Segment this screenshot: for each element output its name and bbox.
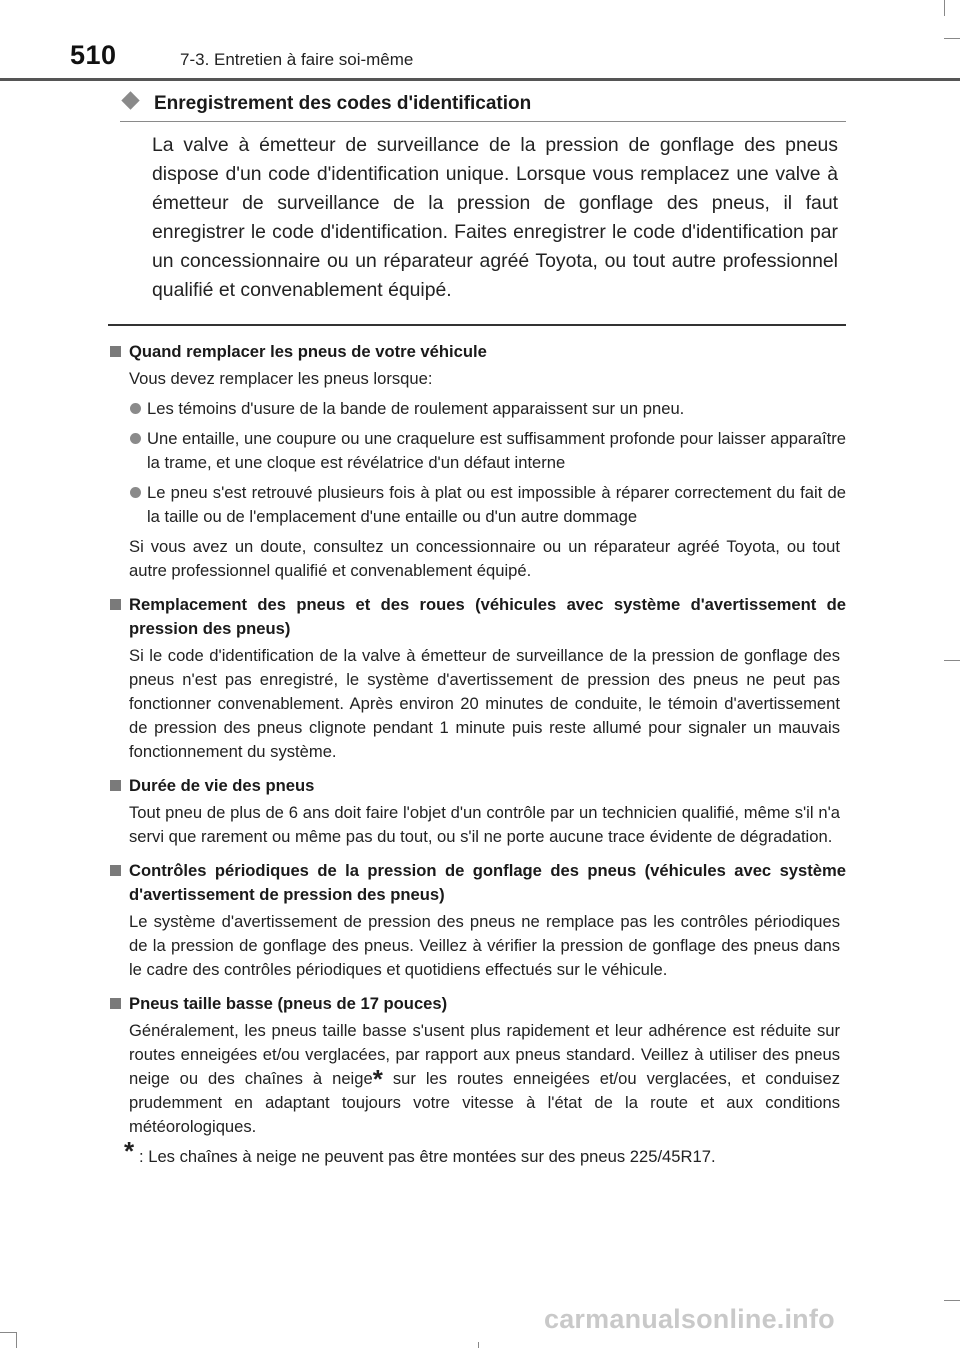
square-bullet-icon xyxy=(110,346,121,357)
diamond-icon xyxy=(121,91,139,109)
subsection-title: Enregistrement des codes d'identification xyxy=(154,93,532,114)
crop-mark xyxy=(944,1300,960,1301)
spacer xyxy=(108,849,846,855)
note-heading xyxy=(108,774,846,798)
intro-paragraph: La valve à émetteur de surveillance de la pression de gonflage des pneus dispose d'un code d'identification unique. Lorsque vous remplacez une valve à émetteur de surveillance de la pression de gonflage des pneus, il faut enregistrer le code d'identification. Faites enregistrer le code d'identification par un concessionnaire ou un réparateur agréé Toyota, ou tout autre professionnel qualifié et convenablement équipé. xyxy=(152,134,838,301)
square-bullet-icon xyxy=(110,780,121,791)
note-paragraph: Le système d'avertissement de pression des pneus ne remplace pas les contrôles périodiques de la pression de gonflage des pneus. Veillez à vérifier la pression de gonflage des pneus dans le cadre des contrôles périodiques et quotidiens effectués sur le véhicule. xyxy=(129,912,840,979)
circle-bullet-icon xyxy=(130,487,141,498)
header-rule xyxy=(0,78,960,81)
section-divider xyxy=(108,324,846,326)
note-heading xyxy=(108,859,846,907)
note-text: Généralement, les pneus taille basse s'usent plus rapidement et leur adhérence est réduite sur routes enneigées et/ou verglacées, par rapport aux pneus standard. Veillez à utiliser des pneus neige ou des chaînes à neige xyxy=(129,1021,840,1088)
note-paragraph: Tout pneu de plus de 6 ans doit faire l'objet d'un contrôle par un technicien qualifié, même s'il n'a servi que rarement ou même pas du tout, ou s'il ne porte aucune trace évidente de dégradation. xyxy=(129,803,840,846)
footnote: * : Les chaînes à neige ne peuvent pas être montées sur des pneus 225/45R17. xyxy=(124,1136,716,1166)
footnote-text: : Les chaînes à neige ne peuvent pas être montées sur des pneus 225/45R17. xyxy=(139,1147,716,1166)
spacer xyxy=(108,583,846,589)
crop-mark xyxy=(0,1332,16,1333)
list-item-text: Une entaille, une coupure ou une craquelure est suffisamment profonde pour laisser apparaître la trame, et une cloque est révélatrice d'un défaut interne xyxy=(147,429,846,472)
crop-mark xyxy=(16,1332,17,1348)
note-heading xyxy=(108,992,846,1016)
note-text: sur les routes enneigées et/ou verglacées, et conduisez prudemment en adaptant toujours votre vitesse à l'état de la route et aux conditions météorologiques. xyxy=(129,1069,840,1136)
notes-body xyxy=(108,336,846,1169)
note-paragraph: Si le code d'identification de la valve à émetteur de surveillance de la pression de gonflage des pneus n'est pas enregistré, le système d'avertissement de pression des pneus ne peut pas fonctionner convenablement. Après environ 20 minutes de conduite, le témoin d'avertissement de pression des pneus clignote pendant 1 minute puis reste allumé pour signaler un mauvais fonctionnement du système. xyxy=(129,646,840,761)
list-item xyxy=(108,427,846,475)
note-heading xyxy=(108,340,846,364)
circle-bullet-icon xyxy=(130,433,141,444)
watermark: carmanualsonline.info xyxy=(544,1304,835,1334)
section-title: 7-3. Entretien à faire soi-même xyxy=(180,50,414,69)
footnote-marker: * xyxy=(372,1064,383,1094)
crop-mark xyxy=(478,1342,479,1348)
square-bullet-icon xyxy=(110,599,121,610)
note-paragraph xyxy=(108,1019,846,1139)
list-item-text: Le pneu s'est retrouvé plusieurs fois à plat ou est impossible à réparer correctement du fait de la taille ou de l'emplacement d'une entaille ou d'un autre dommage xyxy=(147,483,846,526)
list-item xyxy=(108,397,846,421)
page-number: 510 xyxy=(70,40,117,70)
square-bullet-icon xyxy=(110,865,121,876)
crop-mark xyxy=(944,0,945,16)
note-heading-text: Quand remplacer les pneus de votre véhicule xyxy=(129,342,487,361)
list-item-text: Les témoins d'usure de la bande de roulement apparaissent sur un pneu. xyxy=(147,399,685,418)
crop-mark xyxy=(944,660,960,661)
note-paragraph: Si vous avez un doute, consultez un concessionnaire ou un réparateur agréé Toyota, ou tout autre professionnel qualifié et convenablement équipé. xyxy=(129,537,840,580)
note-paragraph: Vous devez remplacer les pneus lorsque: xyxy=(129,369,433,388)
square-bullet-icon xyxy=(110,998,121,1009)
subsection-header xyxy=(120,91,846,122)
note-heading xyxy=(108,593,846,641)
note-heading-text: Remplacement des pneus et des roues (véhicules avec système d'avertissement de pression des pneus) xyxy=(129,595,846,638)
note-heading-text: Contrôles périodiques de la pression de gonflage des pneus (véhicules avec système d'avertissement de pression des pneus) xyxy=(129,861,846,904)
note-heading-text: Pneus taille basse (pneus de 17 pouces) xyxy=(129,994,448,1013)
crop-mark xyxy=(944,38,960,39)
note-heading-text: Durée de vie des pneus xyxy=(129,776,315,795)
spacer xyxy=(108,982,846,988)
spacer xyxy=(108,764,846,770)
circle-bullet-icon xyxy=(130,403,141,414)
list-item xyxy=(108,481,846,529)
page-header xyxy=(0,0,960,80)
